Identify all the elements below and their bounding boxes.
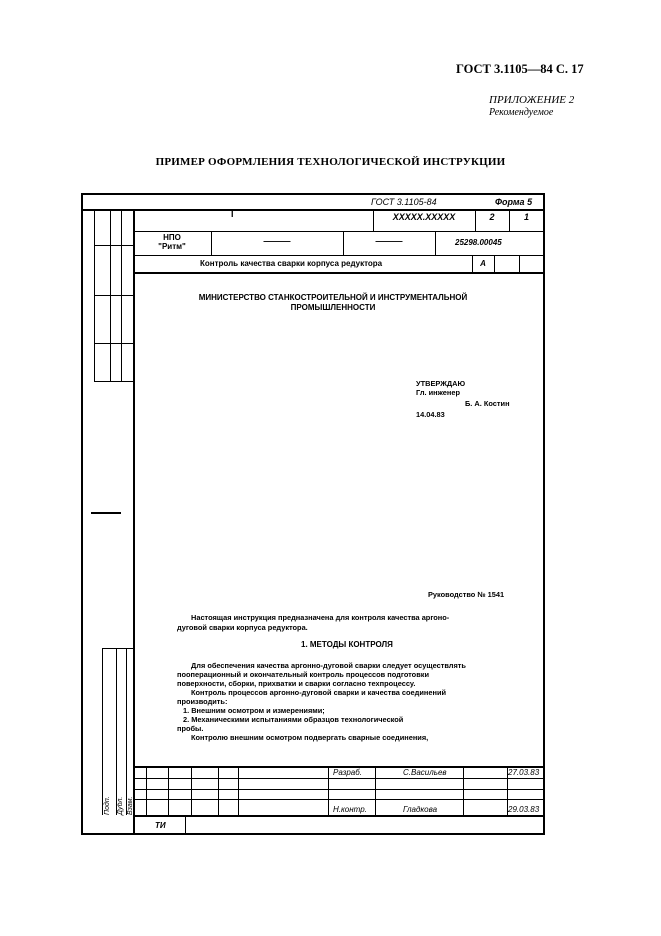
recommended-label: Рекомендуемое: [489, 107, 554, 118]
org-line1: НПО: [163, 233, 181, 242]
dash-field-1: ———: [263, 236, 291, 246]
standard-header: ГОСТ 3.1105—84 С. 17: [456, 62, 584, 76]
ministry: МИНИСТЕРСТВО СТАНКОСТРОИТЕЛЬНОЙ И ИНСТРУМЕНТАЛЬНОЙ ПРОМЫШЛЕННОСТИ: [198, 293, 468, 312]
header-bottom-line: [133, 272, 545, 274]
manual-number: Руководство № 1541: [428, 590, 505, 599]
side-mark: [91, 512, 121, 514]
subject: Контроль качества сварки корпуса редуктора: [200, 259, 383, 268]
sign2-role: Н.контр.: [333, 805, 367, 814]
side-row-line: [94, 245, 133, 246]
footer-code: ТИ: [155, 821, 166, 830]
stamp-line: [133, 778, 545, 779]
instruction-form: [81, 193, 545, 835]
body-line: Для обеспечения качества аргонно-дуговой сварки следует осуществлять: [191, 661, 466, 670]
stamp-col-line: [218, 766, 219, 815]
stamp-col-line: [328, 766, 329, 815]
sign1-role: Разраб.: [333, 768, 362, 777]
stamp-col-line: [116, 648, 117, 815]
sign2-name: Гладкова: [403, 805, 438, 814]
side-row-line: [94, 381, 133, 382]
header-line: [133, 255, 545, 256]
sign1-date: 27.03.83: [508, 768, 540, 777]
stamp-col-line: [146, 766, 147, 815]
org-name: [134, 233, 210, 251]
intro-line-2: дуговой сварки корпуса редуктора.: [177, 623, 308, 632]
main-left-border: [133, 209, 135, 835]
form-number: Форма 5: [495, 197, 533, 207]
section-title: 1. МЕТОДЫ КОНТРОЛЯ: [301, 640, 393, 649]
org-line2: "Ритм": [158, 242, 186, 251]
doc-code: XXXXX.XXXXX: [392, 212, 456, 222]
side-row-line: [94, 295, 133, 296]
body-line: 1. Внешним осмотром и измерениями;: [183, 706, 325, 715]
header-col-line: [519, 255, 520, 272]
body-line: 2. Механическими испытаниями образцов технологической: [183, 715, 404, 724]
stamp-bottom-line: [133, 815, 545, 817]
stamp-col-line: [102, 648, 103, 815]
code-mark: I: [231, 209, 234, 219]
stamp-line: [133, 799, 545, 800]
approve-position: Гл. инженер: [416, 388, 460, 397]
dash-field-2: ———: [375, 236, 403, 246]
stamp-col-line: [238, 766, 239, 815]
approve-date: 14.04.83: [416, 410, 445, 419]
header-col-line: [494, 255, 495, 272]
body-line: поверхности, сборки, прихватки и сварки согласно техпроцессу.: [177, 679, 416, 688]
header-col-line: [435, 231, 436, 255]
page-title: ПРИМЕР ОФОРМЛЕНИЯ ТЕХНОЛОГИЧЕСКОЙ ИНСТРУКЦИИ: [155, 156, 506, 168]
side-row-line: [94, 343, 133, 344]
body-line: пробы.: [177, 724, 204, 733]
approve-name: Б. А. Костин: [465, 399, 510, 408]
appendix-label: ПРИЛОЖЕНИЕ 2: [489, 94, 575, 106]
approve-title: УТВЕРЖДАЮ: [416, 379, 466, 388]
footer-col-line: [185, 815, 186, 835]
sign2-date: 29.03.83: [508, 805, 540, 814]
body-line: Контроль процессов аргонно-дуговой сварки и качества соединений: [191, 688, 447, 697]
stamp-row-line: [102, 648, 133, 649]
body-line: пооперационный и окончательный контроль процессов подготовки: [177, 670, 429, 679]
header-line: [133, 231, 545, 232]
form-gost: ГОСТ 3.1105-84: [371, 197, 437, 207]
stamp-col-line: [191, 766, 192, 815]
stamp-col-line: [168, 766, 169, 815]
stamp-line: [133, 789, 545, 790]
sheets-total: 2: [489, 212, 495, 222]
sign1-name: С.Васильев: [403, 768, 447, 777]
stamp-col-line: [126, 648, 127, 815]
letter: А: [480, 259, 486, 268]
sheet-number: 1: [523, 212, 529, 222]
body-line: производить:: [177, 697, 228, 706]
stamp-col-line: [375, 766, 376, 815]
side-label-podp: Подп.: [104, 796, 111, 815]
side-label-vzam: Взам.: [127, 796, 134, 815]
body-line: Контролю внешним осмотром подвергать сварные соединения,: [191, 733, 429, 742]
stamp-col-line: [463, 766, 464, 815]
side-label-dubl: Дубл.: [117, 796, 124, 815]
intro-line-1: Настоящая инструкция предназначена для контроля качества аргоно-: [191, 613, 450, 622]
doc-number: 25298.00045: [455, 238, 502, 247]
body-text: [177, 661, 466, 742]
